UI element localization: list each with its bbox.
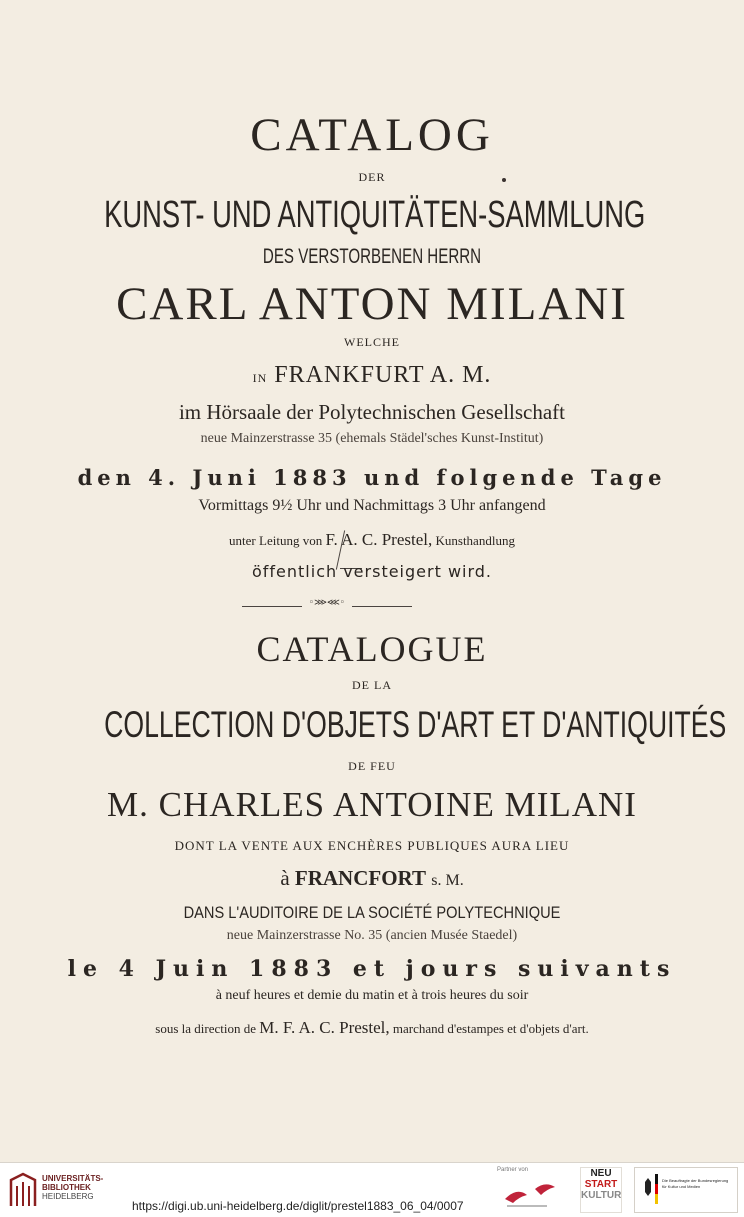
german-time: Vormittags 9½ Uhr und Nachmittags 3 Uhr anfangend <box>198 497 546 514</box>
neustart-line-2: START <box>584 1179 618 1190</box>
german-direction-name: F. A. C. Prestel, <box>325 530 433 549</box>
german-date: den 4. Juni 1883 und folgende Tage <box>77 465 667 490</box>
university-library-logo-icon <box>8 1172 38 1208</box>
french-collection-heading: COLLECTION D'OBJETS D'ART ET D'ANTIQUITÉS <box>104 704 727 745</box>
french-de-feu: DE FEU <box>348 759 396 773</box>
german-collector-name: CARL ANTON MILANI <box>116 278 628 330</box>
french-time: à neuf heures et demie du matin et à trois heures du soir <box>215 988 529 1003</box>
neustart-line-3: KULTUR <box>581 1190 622 1201</box>
neustart-kultur-logo <box>580 1167 622 1213</box>
german-deceased-line: DES VERSTORBENEN HERRN <box>262 245 482 268</box>
french-direction-name: M. F. A. C. Prestel, <box>259 1018 390 1037</box>
german-flag-stripe <box>655 1174 658 1204</box>
german-direction-suffix: Kunsthandlung <box>435 533 515 548</box>
german-auction-note: öffentlich versteigert wird. <box>251 562 493 581</box>
german-der: DER <box>358 170 386 184</box>
french-collector-name: M. CHARLES ANTOINE MILANI <box>107 785 637 824</box>
print-speck <box>502 178 506 182</box>
german-in: IN <box>252 371 268 385</box>
footer-bar <box>0 1162 744 1217</box>
german-title: CATALOG <box>250 109 494 161</box>
german-direction-prefix: unter Leitung von <box>229 533 323 548</box>
permalink-url[interactable]: https://digi.ub.uni-heidelberg.de/diglit/prestel1883_06_04/0007 <box>132 1199 464 1213</box>
german-address: neue Mainzerstrasse 35 (ehemals Städel'sches Kunst-Institut) <box>200 431 544 446</box>
french-direction-line <box>0 1018 744 1038</box>
divider-ornament: ◦⋙⋘◦ <box>308 598 346 608</box>
french-city-suffix: s. M. <box>431 872 464 889</box>
french-venue: DANS L'AUDITOIRE DE LA SOCIÉTÉ POLYTECHNIQUE <box>183 903 561 922</box>
partner-logo <box>497 1167 569 1213</box>
french-city: FRANCFORT <box>294 866 426 890</box>
bund-line-2: für Kultur und Medien <box>662 1184 701 1189</box>
german-direction-line <box>0 530 744 550</box>
federal-eagle-icon <box>643 1174 653 1204</box>
ornamental-divider <box>242 598 412 612</box>
library-line-3: HEIDELBERG <box>42 1192 94 1201</box>
german-welche: WELCHE <box>344 335 400 349</box>
french-sale-line: DONT LA VENTE AUX ENCHÈRES PUBLIQUES AURA LIEU <box>174 838 570 853</box>
university-library-name <box>42 1174 103 1201</box>
french-direction-suffix: marchand d'estampes et d'objets d'art. <box>392 1021 589 1036</box>
french-a: à <box>280 866 290 890</box>
german-venue: im Hörsaale der Polytechnischen Gesellschaft <box>178 400 566 424</box>
french-title: CATALOGUE <box>256 629 488 669</box>
french-direction-prefix: sous la direction de <box>155 1021 256 1036</box>
bund-line-1: Die Beauftragte der Bundesregierung <box>662 1178 729 1183</box>
neustart-line-1: NEU <box>590 1168 612 1179</box>
library-line-2: BIBLIOTHEK <box>42 1183 91 1192</box>
french-date: le 4 Juin 1883 et jours suivants <box>67 956 677 982</box>
german-city: FRANKFURT A. M. <box>274 362 492 388</box>
french-address: neue Mainzerstrasse No. 35 (ancien Musée Staedel) <box>226 928 518 943</box>
german-collection-heading: KUNST- UND ANTIQUITÄTEN-SAMMLUNG <box>104 194 646 236</box>
library-line-1: UNIVERSITÄTS- <box>42 1174 104 1183</box>
federal-government-logo <box>634 1167 738 1213</box>
partner-label: Partner von <box>497 1167 529 1173</box>
federal-government-text <box>662 1178 728 1190</box>
french-de-la: DE LA <box>352 678 392 692</box>
partner-bird-icon <box>501 1177 561 1211</box>
french-city-line <box>0 866 744 891</box>
german-city-line <box>0 362 744 389</box>
